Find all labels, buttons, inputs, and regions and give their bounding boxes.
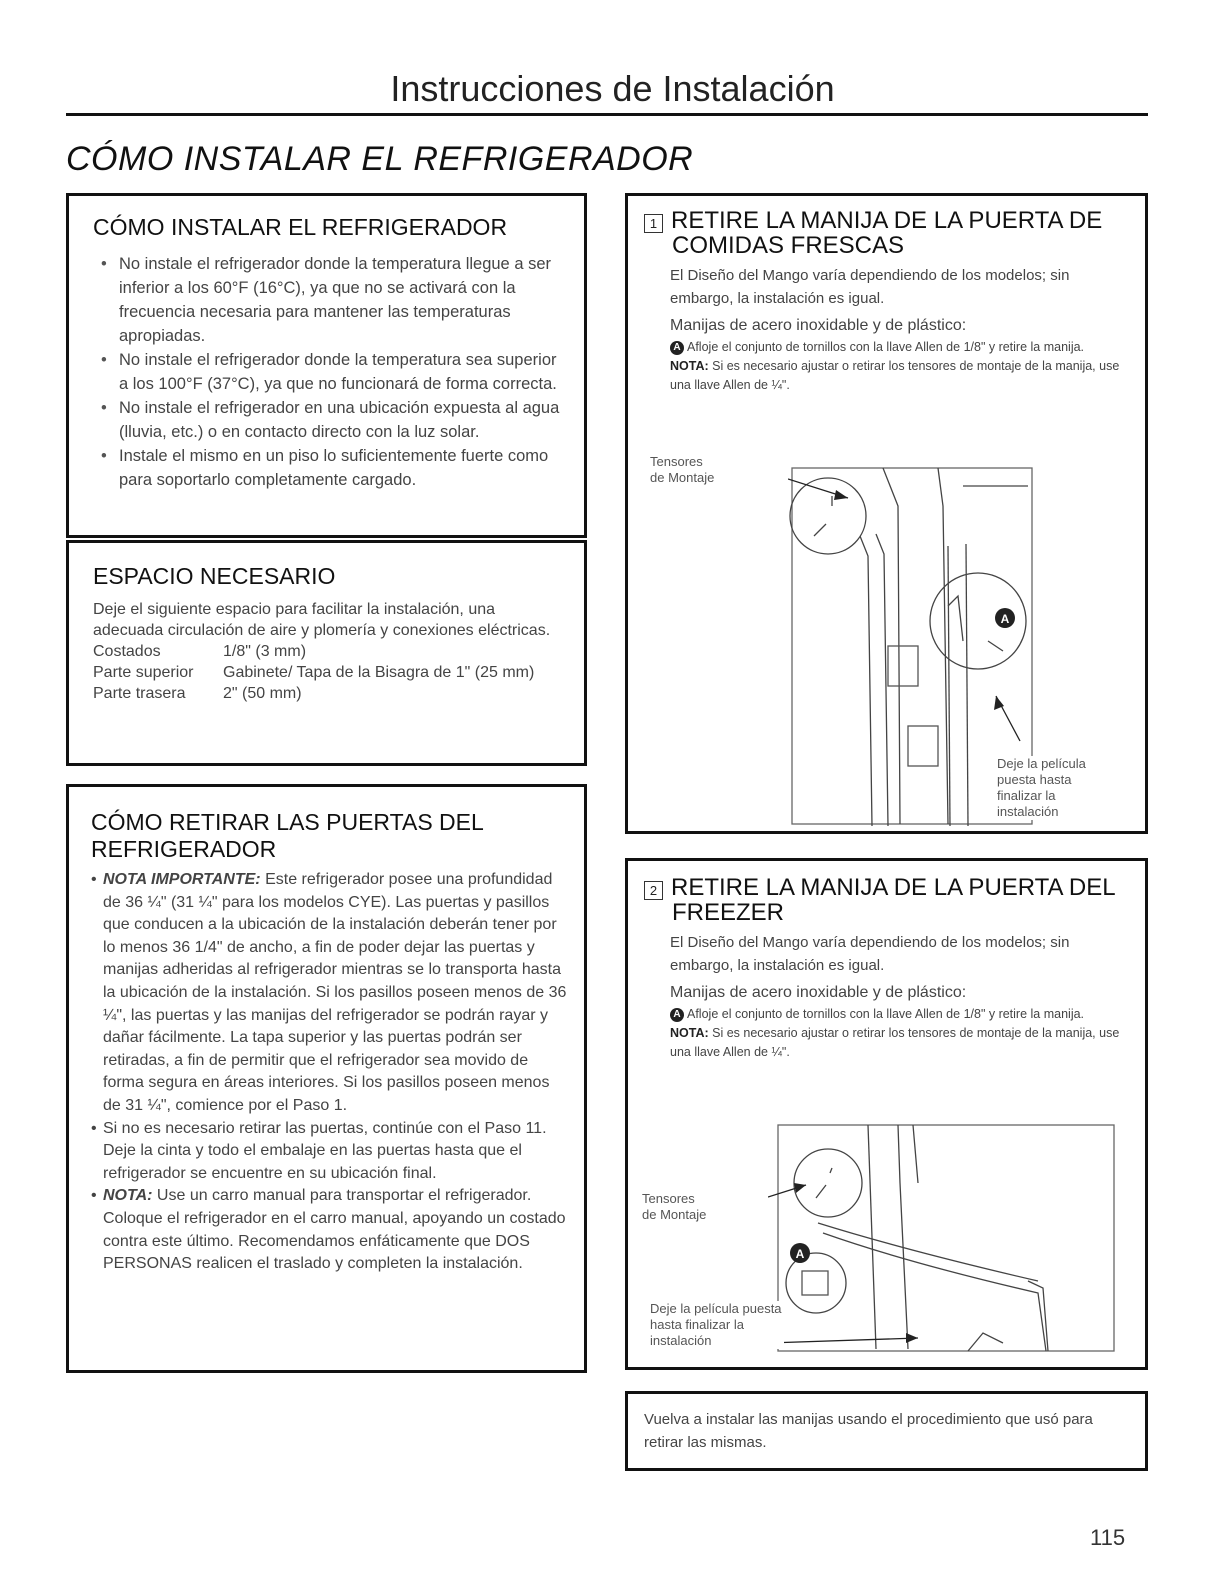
- label-line: instalación: [997, 804, 1059, 819]
- space-heading: ESPACIO NECESARIO: [93, 563, 336, 589]
- marker-a-icon: A: [670, 1008, 684, 1022]
- step2-label-tensores: [642, 1191, 706, 1223]
- step1-note: [670, 357, 1131, 395]
- list-item: • No instale el refrigerador donde la temperatura sea superior a los 100°F (37°C), ya que no funcionará de forma correcta.: [93, 348, 564, 396]
- label-line: Deje la película: [997, 756, 1086, 771]
- list-item: • No instale el refrigerador en una ubicación expuesta al agua (lluvia, etc.) o en contacto directo con la luz solar.: [93, 396, 564, 444]
- reinstall-box: [625, 1391, 1148, 1471]
- space-row: [93, 641, 564, 662]
- space-label: Parte trasera: [93, 685, 186, 702]
- step1-body: [644, 264, 1131, 395]
- space-label: Costados: [93, 643, 161, 660]
- step1-label-pelicula: [995, 756, 1088, 820]
- label-line: puesta hasta: [997, 772, 1072, 787]
- step2-note-label: NOTA:: [670, 1026, 709, 1040]
- step1-label-tensores: [650, 454, 714, 486]
- step1-instruction-row: [670, 338, 1131, 357]
- step1-subhead: Manijas de acero inoxidable y de plástico:: [670, 317, 967, 334]
- step1-intro: El Diseño del Mango varía dependiendo de los modelos; sin embargo, la instalación es igual.: [670, 267, 1070, 307]
- step2-label-pelicula: [648, 1301, 784, 1349]
- marker-a-icon: A: [670, 341, 684, 355]
- doors-box: [66, 784, 587, 1373]
- step1-note-label: NOTA:: [670, 359, 709, 373]
- step2-intro: El Diseño del Mango varía dependiendo de los modelos; sin embargo, la instalación es igual.: [670, 934, 1070, 974]
- step1-heading-line1: RETIRE LA MANIJA DE LA PUERTA DE: [671, 207, 1103, 234]
- space-value: Gabinete/ Tapa de la Bisagra de 1" (25 mm): [223, 664, 535, 681]
- label-line: Tensores: [650, 454, 703, 469]
- space-box: [66, 540, 587, 766]
- label-line: Deje la película puesta: [650, 1301, 782, 1316]
- step1-heading: [644, 208, 1131, 258]
- step2-body: [644, 931, 1131, 1062]
- space-row: [93, 662, 564, 683]
- install-heading: CÓMO INSTALAR EL REFRIGERADOR: [93, 214, 508, 240]
- label-line: hasta finalizar la: [650, 1317, 744, 1332]
- doors-body: [91, 869, 570, 1276]
- page-title: Instrucciones de Instalación: [390, 68, 835, 109]
- step1-number: 1: [644, 214, 663, 233]
- step2-note-text: Si es necesario ajustar o retirar los tensores de montaje de la manija, use una llave Allen de ¼".: [670, 1026, 1120, 1059]
- space-value: 2" (50 mm): [223, 685, 302, 702]
- doors-bullet-text: Use un carro manual para transportar el refrigerador. Coloque el refrigerador en el carro manual, apoyando un costado contra este último. Recomendamos enfáticamente que DOS PERSONAS realicen el traslado y completen la instalación.: [103, 1187, 566, 1273]
- step2-number: 2: [644, 881, 663, 900]
- space-intro: Deje el siguiente espacio para facilitar la instalación, una adecuada circulación de aire y plomería y conexiones eléctricas.: [93, 601, 551, 639]
- doors-heading-line2: REFRIGERADOR: [91, 836, 277, 862]
- doors-bullet: • NOTA IMPORTANTE: Este refrigerador posee una profundidad de 36 ¼" (31 ¼" para los modelos CYE). Las puertas y pasillos que conducen a la ubicación de la instalación deberán tener por lo menos 36 1/4" de ancho, a fin de poder dejar las puertas y manijas adheridas al refrigerador mientras se lo transporta hasta la ubicación de la instalación. Si los pasillos poseen menos de 36 ¼", las puertas y las manijas del refrigerador se podrán rayar y dañar fácilmente. La tapa superior y las puertas podrán ser retiradas, a fin de permitir que el refrigerador sea movido de forma segura en áreas interiores. Si los pasillos poseen menos de 31 ¼", comience por el Paso 1.: [91, 871, 567, 1114]
- doors-bullet-text: Este refrigerador posee una profundidad de 36 ¼" (31 ¼" para los modelos CYE). Las puertas y pasillos que conducen a la ubicación de la instalación deberán tener por lo menos 36 1/4" de ancho, a fin de poder dejar las puertas y manijas adheridas al refrigerador mientras se lo transporta hasta la ubicación de la instalación. Si los pasillos poseen menos de 36 ¼", las puertas y las manijas del refrigerador se podrán rayar y dañar fácilmente. La tapa superior y las puertas podrán ser retiradas, a fin de permitir que el refrigerador sea movido de forma segura en áreas interiores. Si los pasillos poseen menos de 31 ¼", comience por el Paso 1.: [103, 871, 567, 1114]
- step2-instruction-row: [670, 1005, 1131, 1024]
- doors-bullet-text: Si no es necesario retirar las puertas, continúe con el Paso 11. Deje la cinta y todo el embalaje en las puertas hasta que el refrigerador se encuentre en su ubicación final.: [103, 1119, 547, 1182]
- space-table: [93, 641, 564, 704]
- step2-heading: [644, 875, 1131, 925]
- doors-heading: [91, 809, 570, 863]
- install-list: [93, 252, 564, 492]
- step1-instruction: Afloje el conjunto de tornillos con la llave Allen de 1/8" y retire la manija.: [687, 340, 1085, 354]
- install-box: [66, 193, 587, 538]
- step2-subhead: Manijas de acero inoxidable y de plástico:: [670, 984, 967, 1001]
- section-heading: CÓMO INSTALAR EL REFRIGERADOR: [66, 140, 694, 178]
- step2-note: [670, 1024, 1131, 1062]
- step2-illustration: [768, 1123, 1118, 1353]
- space-row: [93, 683, 564, 704]
- step1-heading-line2: COMIDAS FRESCAS: [672, 232, 905, 259]
- step1-box: [625, 193, 1148, 834]
- step2-box: [625, 858, 1148, 1370]
- doors-bullet-label: NOTA IMPORTANTE:: [103, 871, 261, 888]
- label-line: de Montaje: [650, 470, 715, 485]
- page-number: 115: [1090, 1525, 1126, 1550]
- label-line: Tensores: [642, 1191, 695, 1206]
- list-item: • Instale el mismo en un piso lo suficientemente fuerte como para soportarlo completamente cargado.: [93, 444, 564, 492]
- step2-heading-line1: RETIRE LA MANIJA DE LA PUERTA DEL: [671, 874, 1116, 901]
- doors-heading-line1: CÓMO RETIRAR LAS PUERTAS DEL: [91, 809, 484, 835]
- svg-text:A: A: [795, 1247, 805, 1261]
- step1-note-text: Si es necesario ajustar o retirar los tensores de montaje de la manija, use una llave Allen de ¼".: [670, 359, 1120, 392]
- title-rule: [66, 113, 1148, 116]
- step2-instruction: Afloje el conjunto de tornillos con la llave Allen de 1/8" y retire la manija.: [687, 1007, 1085, 1021]
- svg-text:A: A: [1000, 612, 1010, 626]
- label-line: instalación: [650, 1333, 712, 1348]
- step2-heading-line2: FREEZER: [672, 899, 785, 926]
- space-label: Parte superior: [93, 664, 194, 681]
- label-line: de Montaje: [642, 1207, 707, 1222]
- label-line: finalizar la: [997, 788, 1056, 803]
- space-value: 1/8" (3 mm): [223, 643, 307, 660]
- doors-bullet: • Si no es necesario retirar las puertas, continúe con el Paso 11. Deje la cinta y todo el embalaje en las puertas hasta que el refrigerador se encuentre en su ubicación final.: [91, 1119, 547, 1182]
- doors-bullet-label: NOTA:: [103, 1187, 153, 1205]
- reinstall-text: Vuelva a instalar las manijas usando el procedimiento que usó para retirar las mismas.: [644, 1411, 1093, 1451]
- list-item: • No instale el refrigerador donde la temperatura llegue a ser inferior a los 60°F (16°C), ya que no se activará con la frecuencia necesaria para mantener las temperaturas apropiadas.: [93, 252, 564, 348]
- doors-bullet: • NOTA: Use un carro manual para transportar el refrigerador. Coloque el refrigerador en el carro manual, apoyando un costado contra este último. Recomendamos enfáticamente que DOS PERSONAS realicen el traslado y completen la instalación.: [91, 1187, 566, 1273]
